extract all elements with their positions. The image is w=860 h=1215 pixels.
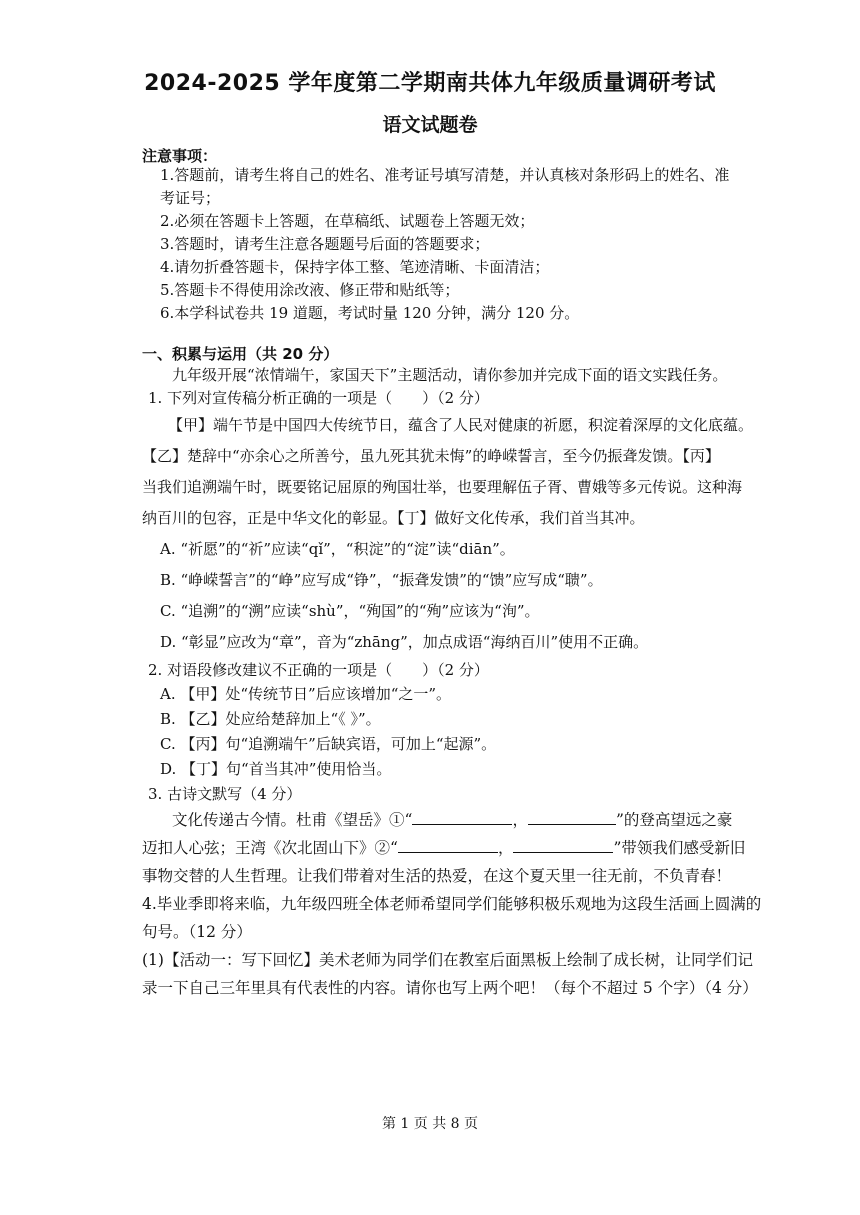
poem-text: 迈扣人心弦；王湾《次北固山下》②“	[142, 839, 398, 857]
section-heading: 一、积累与运用（共 20 分）	[142, 345, 339, 363]
passage-line: 当我们追溯端午时，既要铭记屈原的殉国壮举，也要理解伍子胥、曹娥等多元传说。这种海	[142, 478, 743, 496]
question-1-options	[142, 534, 732, 658]
exam-subtitle: 语文试题卷	[382, 114, 478, 136]
section-body	[142, 364, 762, 1002]
option-b: B. 【乙】处应给楚辞加上“《 》”。	[160, 710, 381, 728]
poem-sep: ，	[512, 811, 528, 829]
note-item: 3.答题时，请考生注意各题题号后面的答题要求；	[160, 235, 490, 253]
option-d: D. “彰显”应改为“章”，音为“zhāng”，加点成语“海纳百川”使用不正确。	[160, 633, 649, 651]
option-c: C. 【丙】句“追溯端午”后缺宾语，可加上“起源”。	[160, 735, 497, 753]
option-a: A. “祈愿”的“祈”应读“qǐ”，“积淀”的“淀”读“diān”。	[160, 540, 515, 558]
activity-line: 录一下自己三年里具有代表性的内容。请你也写上两个吧！（每个不超过 5 个字）（4 分）	[142, 979, 758, 997]
note-item: 5.答题卡不得使用涂改液、修正带和贴纸等；	[160, 281, 460, 299]
activity-1	[142, 946, 758, 1002]
question-1-passage	[142, 410, 754, 534]
option-d: D. 【丁】句“首当其冲”使用恰当。	[160, 760, 392, 778]
notes-list	[160, 164, 730, 325]
question-3-stem: 3. 古诗文默写（4 分）	[148, 785, 302, 803]
note-item: 2.必须在答题卡上答题，在草稿纸、试题卷上答题无效；	[160, 212, 535, 230]
page-number: 第 1 页 共 8 页	[381, 1116, 479, 1132]
poem-line-2	[142, 834, 746, 862]
question-2-options	[142, 682, 732, 782]
question-4-line: 4.毕业季即将来临，九年级四班全体老师希望同学们能够积极乐观地为这段生活画上圆满的	[142, 895, 762, 913]
question-2-stem: 2. 对语段修改建议不正确的一项是（ ）（2 分）	[148, 661, 489, 679]
answer-blank[interactable]	[513, 836, 613, 853]
poem-text: ”带领我们感受新旧	[613, 839, 746, 857]
poem-line-3: 事物交替的人生哲理。让我们带着对生活的热爱，在这个夏天里一往无前，不负青春！	[142, 867, 732, 885]
question-3-poem	[142, 806, 746, 890]
question-1-stem: 1. 下列对宣传稿分析正确的一项是（ ）（2 分）	[148, 389, 489, 407]
option-a: A. 【甲】处“传统节日”后应该增加“之一”。	[160, 685, 452, 703]
passage-line: 纳百川的包容，正是中华文化的彰显。【丁】做好文化传承，我们首当其冲。	[142, 509, 645, 527]
question-4-stem	[142, 890, 762, 946]
poem-sep: ，	[497, 839, 514, 857]
answer-blank[interactable]	[412, 808, 512, 825]
option-c: C. “追溯”的“溯”应读“shù”，“殉国”的“殉”应该为“洵”。	[160, 602, 540, 620]
note-item: 6.本学科试卷共 19 道题，考试时量 120 分钟，满分 120 分。	[160, 304, 580, 322]
answer-blank[interactable]	[528, 808, 616, 825]
poem-text: ”的登高望远之豪	[615, 811, 733, 829]
passage-line: 【甲】端午节是中国四大传统节日，蕴含了人民对健康的祈愿，积淀着深厚的文化底蕴。	[168, 416, 754, 434]
section-intro: 九年级开展“浓情端午，家国天下”主题活动，请你参加并完成下面的语文实践任务。	[172, 366, 728, 384]
note-item: 考证号；	[160, 189, 221, 207]
note-item: 1.答题前，请考生将自己的姓名、准考证号填写清楚，并认真核对条形码上的姓名、准	[160, 166, 730, 184]
answer-blank[interactable]	[398, 836, 498, 853]
note-item: 4.请勿折叠答题卡，保持字体工整、笔迹清晰、卡面清洁；	[160, 258, 550, 276]
passage-line: 【乙】楚辞中“亦余心之所善兮，虽九死其犹未悔”的峥嵘誓言，至今仍振聋发馈。【丙】	[142, 447, 720, 465]
poem-text: 文化传递古今情。杜甫《望岳》①“	[172, 811, 413, 829]
question-4-line: 句号。（12 分）	[142, 923, 252, 941]
activity-line: (1)【活动一：写下回忆】美术老师为同学们在教室后面黑板上绘制了成长树，让同学们记	[142, 951, 753, 969]
option-b: B. “峥嵘誓言”的“峥”应写成“铮”，“振聋发馈”的“馈”应写成“聩”。	[160, 571, 603, 589]
notes-heading: 注意事项：	[142, 147, 218, 165]
poem-line-1	[142, 806, 732, 834]
exam-title: 2024-2025 学年度第二学期南共体九年级质量调研考试	[144, 71, 716, 96]
